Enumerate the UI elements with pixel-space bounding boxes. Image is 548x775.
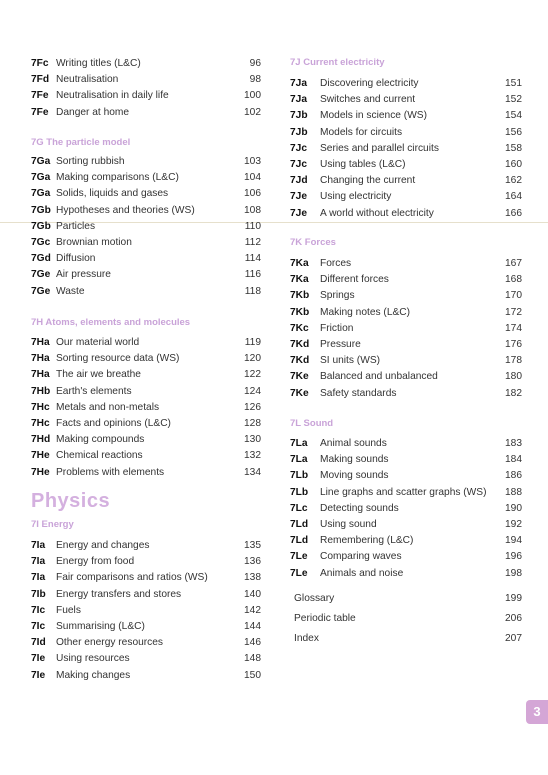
lesson-title: Making compounds <box>56 434 145 446</box>
lesson-code: 7Jd <box>290 175 308 187</box>
lesson-title: Energy from food <box>56 556 135 568</box>
lesson-code: 7Hc <box>31 401 50 413</box>
page-number: 170 <box>505 290 522 302</box>
page-number: 135 <box>244 540 261 551</box>
lesson-code: 7Gc <box>31 237 51 248</box>
toc-row <box>290 453 522 467</box>
page-number: 126 <box>244 401 261 413</box>
page-number: 119 <box>244 337 261 348</box>
page-number: 207 <box>505 633 522 644</box>
toc-row <box>31 466 261 480</box>
lesson-title: Making changes <box>56 669 131 681</box>
page-number: 158 <box>505 142 522 154</box>
lesson-title: Chemical reactions <box>56 450 143 462</box>
lesson-title: Energy and changes <box>56 540 150 551</box>
toc-row <box>290 257 522 271</box>
lesson-code: 7Ic <box>31 604 46 616</box>
lesson-title: Neutralisation <box>56 74 119 86</box>
toc-row <box>31 187 261 201</box>
page-number: 136 <box>244 556 261 568</box>
lesson-title: Models in science (WS) <box>320 110 427 122</box>
lesson-code: 7Ge <box>31 285 51 297</box>
lesson-title: Fuels <box>56 604 81 616</box>
page-number: 199 <box>505 593 522 604</box>
lesson-code: 7Fc <box>31 58 49 69</box>
lesson-title: Using resources <box>56 653 130 665</box>
lesson-code: 7He <box>31 466 50 478</box>
lesson-title: Energy transfers and stores <box>56 588 182 600</box>
lesson-title: Hypotheses and theories (WS) <box>56 204 195 216</box>
page-number: 162 <box>505 175 522 187</box>
lesson-code: 7Lb <box>290 486 309 498</box>
lesson-code: 7Ja <box>290 94 307 106</box>
lesson-title: Using tables (L&C) <box>320 159 406 170</box>
lesson-code: 7Ie <box>31 653 46 665</box>
lesson-code: 7Ic <box>31 621 46 632</box>
page-number: 134 <box>244 466 261 478</box>
page-number: 194 <box>505 535 522 547</box>
lesson-code: 7Kd <box>290 355 310 367</box>
page-number: 114 <box>244 253 261 265</box>
lesson-code: 7Kb <box>290 290 310 302</box>
lesson-code: 7Ib <box>31 588 46 600</box>
toc-row <box>31 220 261 234</box>
lesson-code: 7Ga <box>31 188 51 200</box>
lesson-code: 7Jb <box>290 126 308 138</box>
lesson-code: 7Jb <box>290 110 308 122</box>
page-number: 146 <box>244 637 261 649</box>
page-number: 160 <box>505 159 522 170</box>
lesson-code: 7Fd <box>31 74 50 86</box>
lesson-code: 7Ge <box>31 269 51 281</box>
toc-row <box>31 336 261 350</box>
toc-row <box>31 106 261 120</box>
lesson-title: Moving sounds <box>320 470 389 482</box>
lesson-title: Sorting rubbish <box>56 156 125 167</box>
lesson-title: Forces <box>320 258 352 269</box>
page-number: 192 <box>505 519 522 530</box>
toc-row <box>290 93 522 107</box>
lesson-title: Friction <box>320 322 354 334</box>
toc-row <box>31 252 261 266</box>
lesson-code: 7Gd <box>31 253 51 265</box>
lesson-code: 7Ke <box>290 387 309 399</box>
section-heading-7i: 7I Energy <box>31 519 74 530</box>
page-number: 164 <box>505 191 522 203</box>
toc-row <box>31 155 261 169</box>
lesson-code: 7Je <box>290 207 307 219</box>
toc-row <box>31 89 261 103</box>
lesson-code: 7Gb <box>31 204 51 216</box>
page-number: 120 <box>244 353 261 365</box>
page-number: 108 <box>244 204 261 216</box>
page-number: 112 <box>244 237 261 248</box>
lesson-title: A world without electricity <box>320 207 434 219</box>
lesson-title: Writing titles (L&C) <box>56 58 141 69</box>
toc-row <box>290 142 522 156</box>
lesson-title: Other energy resources <box>56 637 164 649</box>
section-heading-7k: 7K Forces <box>290 237 336 248</box>
lesson-code: 7Hb <box>31 385 51 397</box>
lesson-title: SI units (WS) <box>320 355 381 367</box>
toc-row <box>290 469 522 483</box>
section-heading-7l: 7L Sound <box>290 418 334 429</box>
section-heading-7g: 7G The particle model <box>31 137 131 148</box>
lesson-title: Pressure <box>320 339 361 350</box>
page-number: 150 <box>244 669 261 681</box>
lesson-code: 7Jc <box>290 142 307 154</box>
toc-row <box>290 126 522 140</box>
toc-row <box>290 486 522 500</box>
toc-row <box>31 368 261 382</box>
page-number: 186 <box>505 470 522 482</box>
toc-row <box>31 171 261 185</box>
page-number: 100 <box>244 90 261 102</box>
toc-row <box>290 174 522 188</box>
lesson-title: Sorting resource data (WS) <box>56 353 180 365</box>
lesson-title: Models for circuits <box>320 126 403 138</box>
lesson-code: 7Ld <box>290 535 309 547</box>
page-number: 166 <box>505 207 522 219</box>
page-number: 124 <box>244 385 261 397</box>
page-number: 138 <box>244 572 261 584</box>
lesson-title: Line graphs and scatter graphs (WS) <box>320 486 487 498</box>
toc-row <box>290 207 522 221</box>
lesson-title: Discovering electricity <box>320 78 419 89</box>
toc-row <box>31 449 261 463</box>
page-number: 110 <box>244 220 261 232</box>
toc-row <box>31 236 261 250</box>
lesson-title: Waste <box>56 285 85 297</box>
lesson-code: 7Kb <box>290 306 310 318</box>
lesson-title: Remembering (L&C) <box>320 535 414 547</box>
lesson-title: Brownian motion <box>56 237 132 248</box>
toc-row <box>290 437 522 451</box>
page-number: 168 <box>505 274 522 286</box>
toc-row <box>31 652 261 666</box>
lesson-code: 7Ka <box>290 258 309 269</box>
lesson-title: Making comparisons (L&C) <box>56 172 179 184</box>
page-number: 154 <box>505 110 522 122</box>
toc-row <box>31 571 261 585</box>
lesson-title: The air we breathe <box>56 369 141 381</box>
lesson-code: 7Le <box>290 551 308 563</box>
toc-row <box>31 57 261 71</box>
toc-row <box>290 502 522 516</box>
page-number: 130 <box>244 434 261 446</box>
lesson-code: 7Le <box>290 567 308 579</box>
lesson-title: Balanced and unbalanced <box>320 371 438 383</box>
page-number: 96 <box>249 58 261 69</box>
toc-row <box>31 417 261 431</box>
page-number: 148 <box>244 653 261 665</box>
subject-title-physics: Physics <box>31 490 111 512</box>
lesson-code: 7Fe <box>31 106 49 118</box>
lesson-code: 7Lc <box>290 502 308 514</box>
page-number: 188 <box>505 486 522 498</box>
lesson-code: 7Ha <box>31 337 50 348</box>
lesson-code: 7Ia <box>31 572 46 584</box>
toc-row <box>290 77 522 91</box>
toc-row <box>290 387 522 401</box>
toc-row <box>290 289 522 303</box>
lesson-title: Earth's elements <box>56 385 132 397</box>
toc-row <box>31 385 261 399</box>
lesson-title: Animals and noise <box>320 567 404 579</box>
lesson-title: Neutralisation in daily life <box>56 90 169 102</box>
page-number: 167 <box>505 258 522 269</box>
toc-row <box>31 636 261 650</box>
toc-row <box>290 109 522 123</box>
page-number: 142 <box>244 604 261 616</box>
page-number: 184 <box>505 454 522 466</box>
toc-row <box>31 539 261 553</box>
toc-row <box>31 588 261 602</box>
page-number: 176 <box>505 339 522 350</box>
lesson-code: 7Gb <box>31 220 51 232</box>
toc-row <box>290 338 522 352</box>
page-number: 190 <box>505 502 522 514</box>
lesson-code: 7La <box>290 438 308 449</box>
page-number: 206 <box>505 613 522 624</box>
lesson-code: 7Fe <box>31 90 49 102</box>
lesson-title: Comparing waves <box>320 551 402 563</box>
page-number: 98 <box>249 74 261 86</box>
lesson-code: 7Ld <box>290 519 309 530</box>
toc-row <box>290 306 522 320</box>
lesson-title: Making notes (L&C) <box>320 306 411 318</box>
toc-row <box>290 158 522 172</box>
lesson-code: 7Ia <box>31 556 46 568</box>
page-number: 180 <box>505 371 522 383</box>
page-number: 128 <box>244 418 261 429</box>
lesson-title: Periodic table <box>294 613 356 624</box>
page-number: 152 <box>505 94 522 106</box>
page-number: 106 <box>244 188 261 200</box>
lesson-code: 7Ga <box>31 172 51 184</box>
lesson-title: Solids, liquids and gases <box>56 188 169 200</box>
page-number: 118 <box>244 285 261 297</box>
lesson-title: Fair comparisons and ratios (WS) <box>56 572 208 584</box>
lesson-code: 7Ia <box>31 540 46 551</box>
lesson-code: 7He <box>31 450 50 462</box>
lesson-code: 7Id <box>31 637 46 649</box>
lesson-title: Metals and non-metals <box>56 401 160 413</box>
page-number: 156 <box>505 126 522 138</box>
page-number: 122 <box>244 369 261 381</box>
toc-row <box>31 604 261 618</box>
backmatter-row <box>290 632 522 646</box>
lesson-code: 7Hd <box>31 434 51 446</box>
lesson-title: Summarising (L&C) <box>56 621 145 632</box>
page-number: 102 <box>244 106 261 118</box>
lesson-code: 7Je <box>290 191 307 203</box>
lesson-title: Animal sounds <box>320 438 387 449</box>
page-number-badge: 3 <box>526 700 548 724</box>
toc-row <box>31 73 261 87</box>
toc-row <box>290 273 522 287</box>
lesson-title: Changing the current <box>320 175 416 187</box>
page-number: 144 <box>244 621 261 632</box>
backmatter-row <box>290 612 522 626</box>
lesson-code: 7Ke <box>290 371 309 383</box>
lesson-title: Series and parallel circuits <box>320 142 439 154</box>
toc-row <box>290 370 522 384</box>
lesson-title: Different forces <box>320 274 389 286</box>
toc-row <box>31 285 261 299</box>
lesson-title: Using electricity <box>320 191 392 203</box>
lesson-code: 7Hc <box>31 418 50 429</box>
lesson-title: Making sounds <box>320 454 389 466</box>
lesson-code: 7Ie <box>31 669 46 681</box>
toc-row <box>31 401 261 415</box>
toc-row <box>31 433 261 447</box>
lesson-title: Facts and opinions (L&C) <box>56 418 171 429</box>
lesson-title: Diffusion <box>56 253 96 265</box>
lesson-code: 7Jc <box>290 159 307 170</box>
lesson-title: Safety standards <box>320 387 397 399</box>
lesson-title: Switches and current <box>320 94 416 106</box>
page-number: 103 <box>244 156 261 167</box>
section-heading-7j: 7J Current electricity <box>290 57 385 68</box>
page-number: 196 <box>505 551 522 563</box>
lesson-code: 7Lb <box>290 470 309 482</box>
lesson-code: 7Kd <box>290 339 310 350</box>
toc-row <box>31 669 261 683</box>
toc-row <box>31 555 261 569</box>
lesson-title: Particles <box>56 220 96 232</box>
toc-row <box>290 550 522 564</box>
lesson-code: 7Ga <box>31 156 51 167</box>
lesson-code: 7La <box>290 454 308 466</box>
page-number: 174 <box>505 322 522 334</box>
lesson-title: Danger at home <box>56 106 130 118</box>
page-number: 132 <box>244 450 261 462</box>
lesson-title: Air pressure <box>56 269 111 281</box>
toc-row <box>31 268 261 282</box>
page-number: 140 <box>244 588 261 600</box>
lesson-title: Glossary <box>294 593 335 604</box>
page-number: 151 <box>505 78 522 89</box>
section-heading-7h: 7H Atoms, elements and molecules <box>31 317 191 328</box>
page-number: 104 <box>244 172 261 184</box>
lesson-code: 7Ha <box>31 369 50 381</box>
page-number: 178 <box>505 355 522 367</box>
toc-row <box>31 352 261 366</box>
toc-row <box>290 534 522 548</box>
toc-row <box>290 518 522 532</box>
lesson-code: 7Ja <box>290 78 307 89</box>
page-number: 172 <box>505 306 522 318</box>
lesson-code: 7Ha <box>31 353 50 365</box>
lesson-title: Our material world <box>56 337 140 348</box>
lesson-title: Detecting sounds <box>320 502 399 514</box>
lesson-title: Springs <box>320 290 355 302</box>
toc-row <box>290 567 522 581</box>
backmatter-row <box>290 592 522 606</box>
toc-row <box>290 322 522 336</box>
lesson-code: 7Kc <box>290 322 309 334</box>
page-number: 183 <box>505 438 522 449</box>
lesson-title: Using sound <box>320 519 377 530</box>
toc-row <box>31 620 261 634</box>
page-number: 182 <box>505 387 522 399</box>
page-number: 116 <box>244 269 261 281</box>
lesson-code: 7Ka <box>290 274 309 286</box>
lesson-title: Problems with elements <box>56 466 165 478</box>
lesson-title: Index <box>294 633 319 644</box>
toc-row <box>290 190 522 204</box>
toc-row <box>31 204 261 218</box>
page-number: 198 <box>505 567 522 579</box>
toc-row <box>290 354 522 368</box>
